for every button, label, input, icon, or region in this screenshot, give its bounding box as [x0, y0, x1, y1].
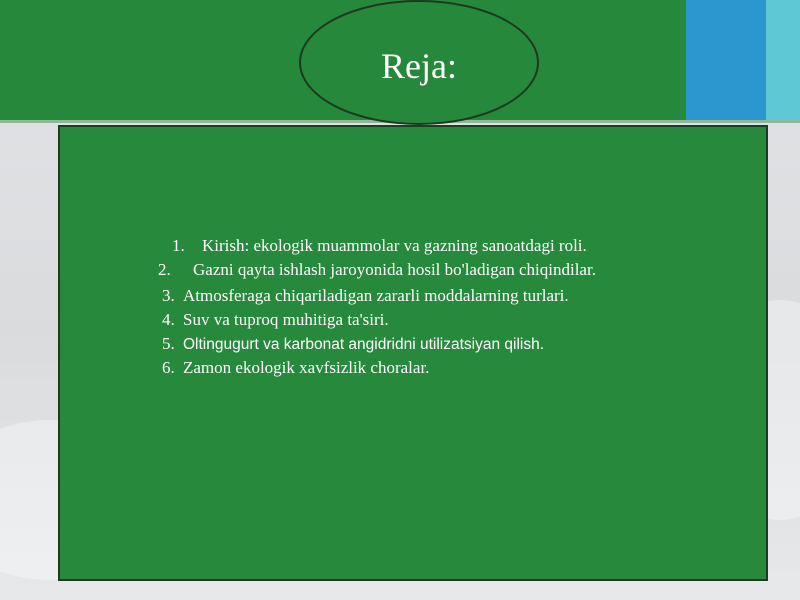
list-item-text: Kirish: ekologik muammolar va gazning sanoatdagi roli.	[202, 236, 587, 255]
list-item-number: 6.	[162, 358, 175, 377]
list-item-text: Oltingugurt va karbonat angidridni utilizatsiyan qilish.	[183, 336, 545, 353]
list-item-number: 4.	[162, 310, 175, 329]
list-item-number: 3.	[162, 286, 175, 305]
list-item	[162, 357, 429, 379]
list-item	[172, 235, 587, 257]
slide-title: Reja:	[381, 46, 457, 86]
list-item-text: Gazni qayta ishlash jaroyonida hosil bo'ladigan chiqindilar.	[193, 260, 596, 279]
list-item-text: Suv va tuproq muhitiga ta'siri.	[183, 310, 389, 329]
accent-block-cyan	[766, 0, 800, 120]
list-item-text: Zamon ekologik xavfsizlik choralar.	[183, 358, 430, 377]
list-item	[162, 285, 569, 307]
accent-block-blue	[686, 0, 766, 120]
list-item-number: 1.	[172, 236, 185, 255]
list-item-number: 5.	[162, 334, 175, 353]
list-item-number: 2.	[158, 260, 171, 279]
list-item	[162, 333, 544, 356]
list-item	[162, 309, 389, 331]
list-item	[158, 259, 596, 281]
list-item-text: Atmosferaga chiqariladigan zararli moddalarning turlari.	[183, 286, 569, 305]
